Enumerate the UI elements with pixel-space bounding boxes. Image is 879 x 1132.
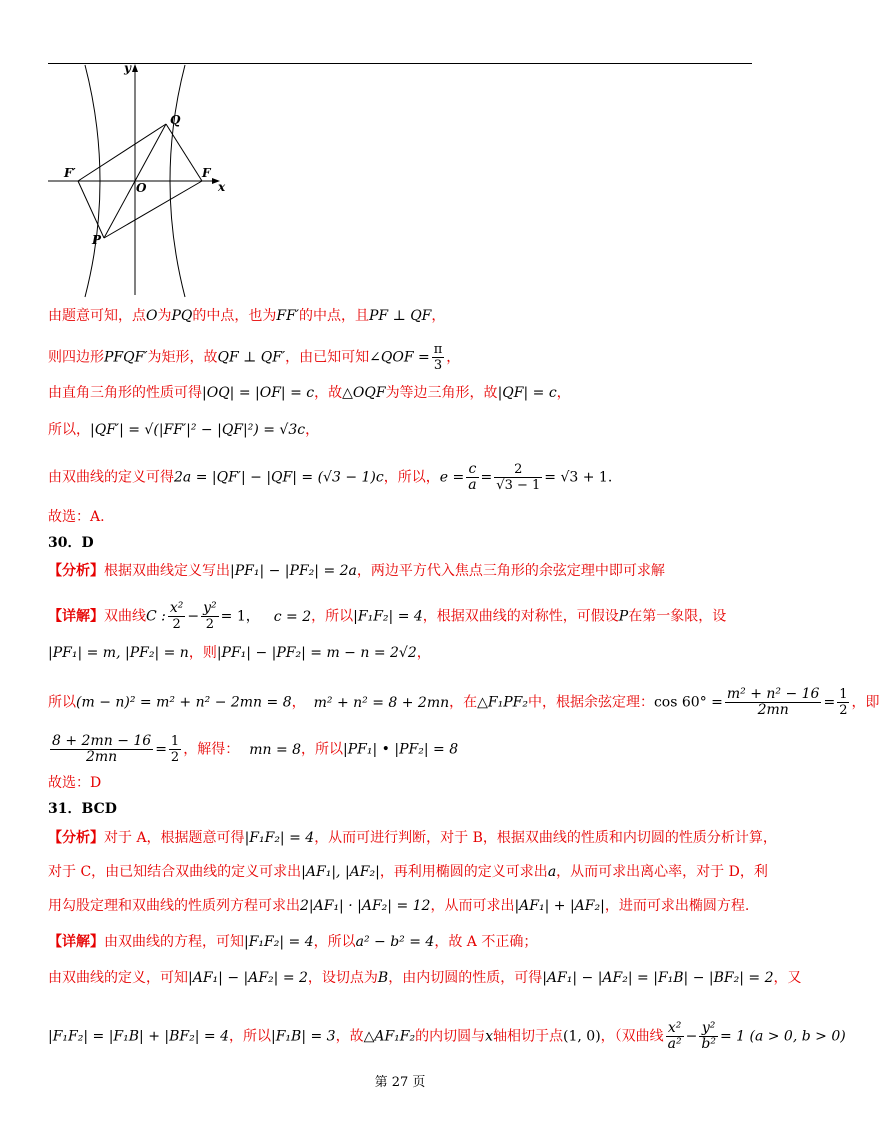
math: e = xyxy=(439,469,465,486)
math: mn = 8 xyxy=(249,741,302,758)
math: 2|AF₁| · |AF₂| = 12 xyxy=(300,898,431,914)
text: ， xyxy=(446,349,461,366)
segment-f-p xyxy=(104,181,202,238)
answer-line-a xyxy=(48,507,105,527)
text: 则四边形 xyxy=(48,349,104,366)
text: ，所以， xyxy=(383,469,440,486)
text: ，所以 xyxy=(311,608,354,625)
math: |F₁F₂| = 4 xyxy=(244,934,314,950)
analysis-31-line-3 xyxy=(48,896,749,916)
text: ，进而可求出椭圆方程. xyxy=(604,898,750,914)
text: ，两边平方代入焦点三角形的余弦定理中即可求解 xyxy=(356,563,665,579)
math: |PF₁| = m, |PF₂| = n xyxy=(48,645,189,661)
text: 由直角三角形的性质可得 xyxy=(48,385,202,401)
text: 30．D xyxy=(48,535,94,551)
text: 由双曲线的方程，可知 xyxy=(104,934,244,950)
text: ，在 xyxy=(449,694,478,711)
math: |PF₁| • |PF₂| = 8 xyxy=(343,741,459,758)
math: (m − n)² = m² + n² − 2mn = 8 xyxy=(76,694,292,711)
label-o: O xyxy=(136,181,147,195)
detail-31-line-3 xyxy=(48,1021,846,1052)
text: ，由已知可知 xyxy=(285,349,370,366)
detail-tag: 【详解】 xyxy=(48,608,104,625)
detail-30-line-4 xyxy=(48,734,458,765)
text: ，又 xyxy=(773,970,802,986)
text: ，所以 xyxy=(313,934,356,950)
fraction-2-over-sqrt3-minus-1: $\frac{2}{√3 - 1}$ xyxy=(496,462,541,493)
solution-line-3 xyxy=(48,383,571,403)
text: 所以， xyxy=(48,422,90,438)
text: 的中点，也为 xyxy=(192,308,277,324)
text: ，从而可进行判断，对于 B，根据双曲线的性质和内切圆的性质分析计算， xyxy=(314,830,777,846)
detail-31-line-1 xyxy=(48,932,537,952)
text: 故选：A. xyxy=(48,509,105,525)
text: 由题意可知，点 xyxy=(48,308,146,324)
label-x: x xyxy=(218,180,226,194)
text: ，故 xyxy=(314,385,343,401)
fraction-x2-over-2: $\frac{\text{x²}}{2}$ xyxy=(169,600,184,632)
detail-30-line-1 xyxy=(48,601,726,632)
text: ，所以 xyxy=(301,741,344,758)
math: △F₁PF₂ xyxy=(477,694,528,711)
math: = xyxy=(480,469,493,486)
fraction-one-half-2: $\frac{1}{2}$ xyxy=(170,734,180,765)
text: ， xyxy=(291,694,306,711)
hyperbola-figure xyxy=(40,60,240,300)
text: ，从而可求出 xyxy=(430,898,515,914)
text: 31．BCD xyxy=(48,801,117,817)
text: 为 xyxy=(157,308,172,324)
text: ，解得： xyxy=(183,741,240,758)
math: = xyxy=(155,741,167,758)
text: 中，根据余弦定理： xyxy=(527,694,654,711)
math: |OQ| = |OF| = c xyxy=(202,385,315,401)
text: 双曲线 xyxy=(104,608,146,625)
math: = √3 + 1. xyxy=(544,469,613,486)
math: |F₁F₂| = 4 xyxy=(353,608,423,625)
text: 为等边三角形，故 xyxy=(385,385,498,401)
analysis-30 xyxy=(48,561,665,581)
answer-line-d xyxy=(48,773,101,793)
text: 对于 A，根据题意可得 xyxy=(104,830,245,846)
text: ， xyxy=(305,422,320,438)
math: |QF′| = √(|FF′|² − |QF|²) = √3c xyxy=(90,422,306,438)
text: 对于 C，由已知结合双曲线的定义可求出 xyxy=(48,864,302,880)
math: FF′ xyxy=(276,308,299,324)
math: = 1 (a > 0, b > 0) xyxy=(719,1028,846,1045)
label-f: F xyxy=(202,166,211,180)
fraction-x2-over-a2: $\frac{\text{x²}}{\text{a²}}$ xyxy=(667,1020,682,1052)
solution-line-4 xyxy=(48,420,319,440)
math: |AF₁| − |AF₂| = 2 xyxy=(188,970,308,986)
text: ，再利用椭圆的定义可求出 xyxy=(379,864,548,880)
text: ，由内切圆的性质，可得 xyxy=(388,970,543,986)
fraction-y2-over-2: $\frac{\text{y²}}{2}$ xyxy=(203,600,217,632)
math: ∠QOF = xyxy=(369,349,430,366)
math: |AF₁| + |AF₂| xyxy=(514,898,605,914)
math: m² + n² = 8 + 2mn xyxy=(313,694,450,711)
text: 由双曲线的定义可得 xyxy=(48,469,174,486)
detail-30-line-2 xyxy=(48,643,431,663)
text: ，故 xyxy=(335,1028,364,1045)
math: △OQF xyxy=(342,385,386,401)
text: 的中点，且 xyxy=(299,308,369,324)
math: |PF₁| − |PF₂| = 2a xyxy=(230,563,357,579)
math: |QF| = c xyxy=(497,385,557,401)
text: 用勾股定理和双曲线的性质列方程可求出 xyxy=(48,898,300,914)
math: C : xyxy=(146,608,166,625)
fraction-one-half: $\frac{1}{2}$ xyxy=(839,687,848,718)
detail-30-line-3 xyxy=(48,687,879,718)
question-31-heading xyxy=(48,799,117,819)
math: |F₁F₂| = 4 xyxy=(244,830,315,846)
math: x xyxy=(485,1028,494,1045)
text: ，则 xyxy=(188,645,217,661)
math: O xyxy=(146,308,158,324)
text: 轴相切于点 xyxy=(493,1028,564,1045)
analysis-31-line-2 xyxy=(48,862,768,882)
fraction-equation: $\frac{8 + 2mn - 16}{2mn}$ xyxy=(52,733,152,765)
math: a² − b² = 4 xyxy=(355,934,435,950)
y-arrow xyxy=(132,64,138,72)
math: a xyxy=(547,864,557,880)
detail-tag: 【详解】 xyxy=(48,934,104,950)
label-q: Q xyxy=(170,113,181,127)
math: − xyxy=(187,608,200,625)
math: |F₁F₂| = |F₁B| + |BF₂| = 4 xyxy=(48,1028,229,1045)
text: ，根据双曲线的对称性，可假设 xyxy=(422,608,619,625)
page-footer: 第 27 页 xyxy=(374,1075,426,1090)
math: PFQF′ xyxy=(104,349,148,366)
math: PF ⊥ QF xyxy=(369,308,432,324)
question-30-heading xyxy=(48,533,94,553)
fraction-c-over-a: $\frac{c}{a}$ xyxy=(468,461,477,493)
segment-f-prime-q xyxy=(78,124,166,181)
math: △AF₁F₂ xyxy=(363,1028,416,1045)
text: 根据双曲线定义写出 xyxy=(104,563,230,579)
text: 故选：D xyxy=(48,775,102,791)
math: 2a = |QF′| − |QF| = (√3 − 1)c xyxy=(174,469,384,486)
analysis-31-line-1 xyxy=(48,828,777,848)
math: |AF₁|, |AF₂| xyxy=(301,864,380,880)
text: 的内切圆与 xyxy=(415,1028,486,1045)
detail-31-line-2 xyxy=(48,968,802,988)
fraction-y2-over-b2: $\frac{\text{y²}}{\text{b²}}$ xyxy=(701,1020,716,1052)
math: = 1， xyxy=(220,608,260,625)
math: |F₁B| = 3 xyxy=(270,1028,336,1045)
solution-line-2 xyxy=(48,342,460,373)
solution-line-1 xyxy=(48,306,445,326)
math: QF ⊥ QF′ xyxy=(217,349,286,366)
text: 所以 xyxy=(48,694,76,711)
math: = xyxy=(823,694,836,711)
text: ，所以 xyxy=(228,1028,271,1045)
math: P xyxy=(618,608,629,625)
analysis-tag: 【分析】 xyxy=(48,563,104,579)
text: 在第一象限，设 xyxy=(628,608,727,625)
label-y: y xyxy=(124,61,131,75)
text: 由双曲线的定义，可知 xyxy=(48,970,188,986)
fraction-pi-over-3: $\frac{\pi}{3}$ xyxy=(433,342,443,373)
text: ， xyxy=(416,645,431,661)
text: ， xyxy=(556,385,571,401)
solution-line-5 xyxy=(48,462,612,493)
label-f-prime: F′ xyxy=(64,166,76,180)
math: |AF₁| − |AF₂| = |F₁B| − |BF₂| = 2 xyxy=(542,970,774,986)
math: |PF₁| − |PF₂| = m − n = 2√2 xyxy=(216,645,417,661)
math: − xyxy=(685,1028,698,1045)
text: ，（双曲线 xyxy=(600,1028,664,1045)
math: c = 2 xyxy=(273,608,312,625)
label-p: P xyxy=(92,233,102,247)
text: ，故 A 不正确； xyxy=(434,934,538,950)
text: 为矩形，故 xyxy=(147,349,218,366)
text: ，从而可求出离心率，对于 D，利 xyxy=(556,864,768,880)
math: B xyxy=(377,970,389,986)
math: (1, 0) xyxy=(563,1028,601,1045)
text: ，即 xyxy=(851,694,879,711)
fraction-cosine: $\frac{\text{m² + n² − 16}}{2mn}$ xyxy=(726,686,820,718)
text: ，设切点为 xyxy=(307,970,378,986)
math: PQ xyxy=(171,308,193,324)
analysis-tag: 【分析】 xyxy=(48,830,104,846)
text: ， xyxy=(431,308,446,324)
math: cos 60° = xyxy=(653,694,723,711)
